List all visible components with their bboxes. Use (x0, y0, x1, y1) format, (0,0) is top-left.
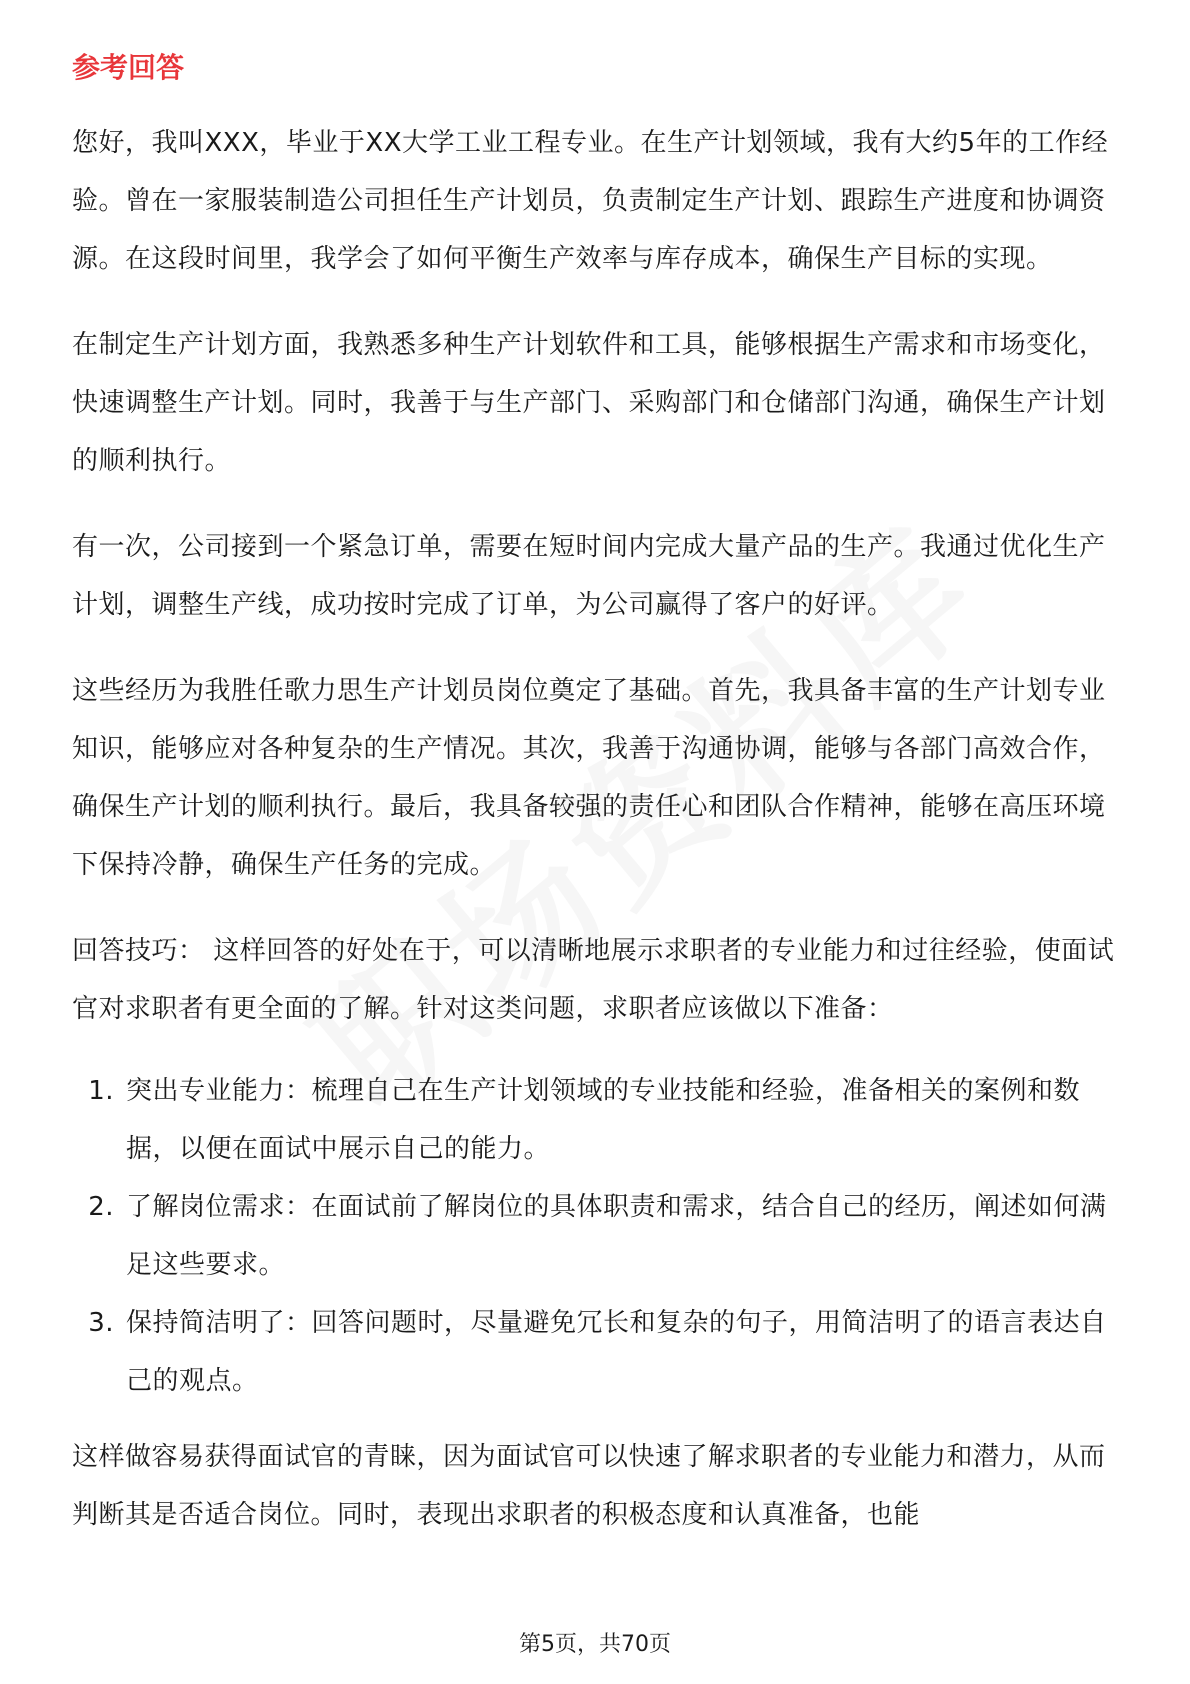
list-text: 了解岗位需求：在面试前了解岗位的具体职责和需求，结合自己的经历，阐述如何满足这些要求。 (126, 1192, 1107, 1280)
paragraph-intro: 您好，我叫XXX，毕业于XX大学工业工程专业。在生产计划领域，我有大约5年的工作经验。曾在一家服装制造公司担任生产计划员，负责制定生产计划、跟踪生产进度和协调资源。在这段时间里，我学会了如何平衡生产效率与库存成本，确保生产目标的实现。 (72, 128, 1109, 274)
list-text: 保持简洁明了：回答问题时，尽量避免冗长和复杂的句子，用简洁明了的语言表达自己的观点。 (126, 1308, 1107, 1396)
list-text: 突出专业能力：梳理自己在生产计划领域的专业技能和经验，准备相关的案例和数据，以便在面试中展示自己的能力。 (126, 1076, 1081, 1164)
list-number: 2. (88, 1192, 114, 1222)
list-item (72, 1178, 1120, 1294)
section-heading: 参考回答 (72, 51, 185, 84)
paragraph-closing: 这样做容易获得面试官的青睐，因为面试官可以快速了解求职者的专业能力和潜力，从而判断其是否适合岗位。同时，表现出求职者的积极态度和认真准备，也能 (72, 1442, 1106, 1530)
tip-list (72, 1062, 1120, 1410)
paragraph-example: 有一次，公司接到一个紧急订单，需要在短时间内完成大量产品的生产。我通过优化生产计划，调整生产线，成功按时完成了订单，为公司赢得了客户的好评。 (72, 532, 1106, 620)
list-item (72, 1062, 1120, 1178)
paragraph-planning: 在制定生产计划方面，我熟悉多种生产计划软件和工具，能够根据生产需求和市场变化，快速调整生产计划。同时，我善于与生产部门、采购部门和仓储部门沟通，确保生产计划的顺利执行。 (72, 330, 1106, 476)
list-item (72, 1294, 1120, 1410)
page-number-footer: 第5页，共70页 (519, 1632, 671, 1657)
list-number: 3. (88, 1308, 114, 1338)
page-content (72, 48, 1120, 1572)
answer-tip: 回答技巧： 这样回答的好处在于，可以清晰地展示求职者的专业能力和过往经验，使面试官对求职者有更全面的了解。针对这类问题，求职者应该做以下准备： (72, 936, 1115, 1024)
list-number: 1. (88, 1076, 114, 1106)
paragraph-summary: 这些经历为我胜任歌力思生产计划员岗位奠定了基础。首先，我具备丰富的生产计划专业知识，能够应对各种复杂的生产情况。其次，我善于沟通协调，能够与各部门高效合作，确保生产计划的顺利执行。最后，我具备较强的责任心和团队合作精神，能够在高压环境下保持冷静，确保生产任务的完成。 (72, 676, 1106, 880)
